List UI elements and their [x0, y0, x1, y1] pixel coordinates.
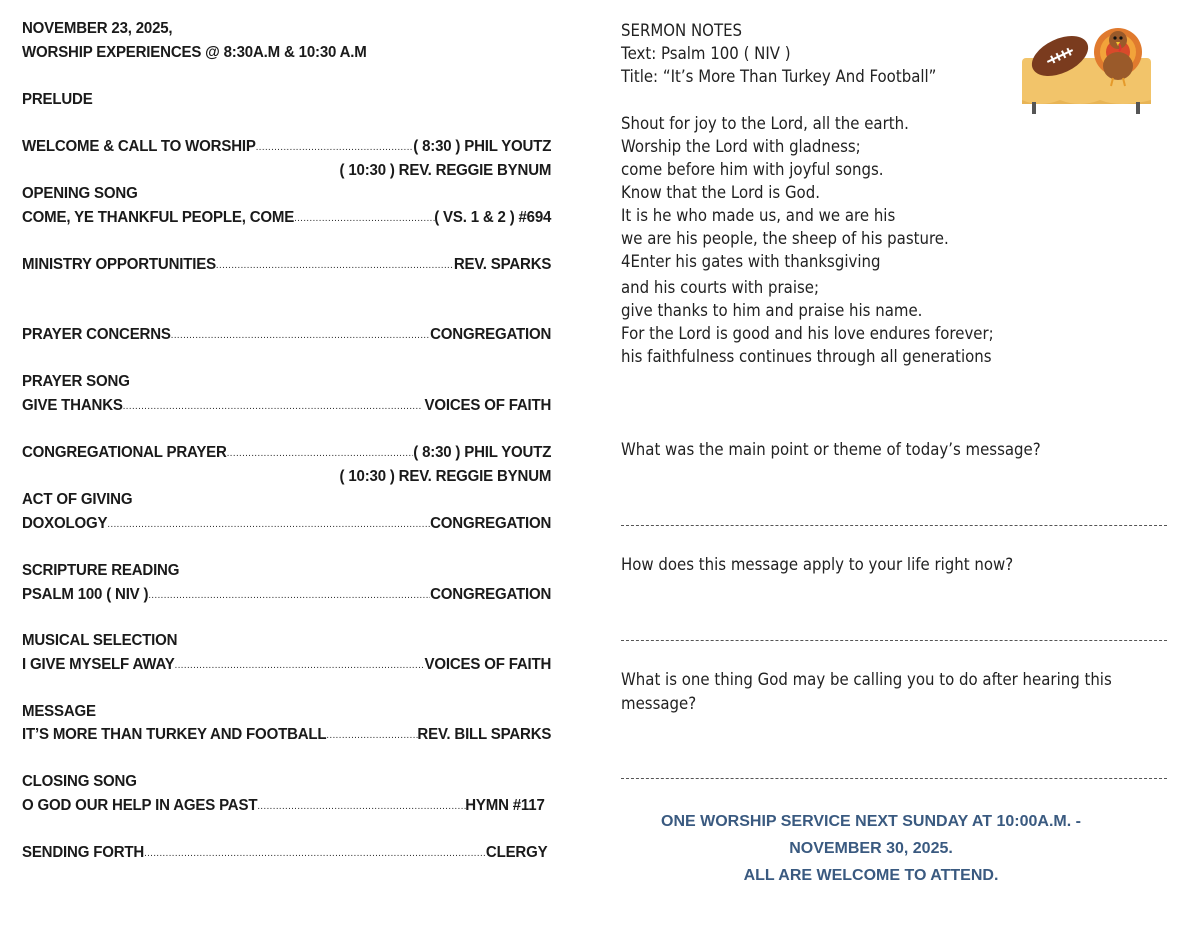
psalm-line: It is he who made us, and we are his [621, 206, 896, 226]
closing-song-row [22, 795, 545, 817]
sending-row [22, 842, 547, 864]
prayer-song-row [22, 395, 551, 417]
psalm-line: give thanks to him and praise his name. [621, 301, 923, 321]
message-heading: MESSAGE [22, 703, 96, 720]
congregational-prayer-row [22, 442, 551, 464]
congregational-prayer-leader-2: ( 10:30 ) REV. REGGIE BYNUM [339, 468, 552, 485]
sending-label: SENDING FORTH [22, 844, 145, 861]
leader-dots [175, 654, 425, 676]
psalm-line: we are his people, the sheep of his pasture. [621, 229, 949, 249]
closing-song-leader: HYMN #117 [465, 797, 545, 814]
leader-dots [171, 324, 430, 346]
welcome-label: WELCOME & CALL TO WORSHIP [22, 138, 256, 155]
congregational-prayer-leader-1: ( 8:30 ) PHIL YOUTZ [413, 444, 552, 461]
message-title: IT’S MORE THAN TURKEY AND FOOTBALL [22, 726, 327, 743]
turkey-football-clipart [1020, 18, 1155, 116]
welcome-leader-2: ( 10:30 ) REV. REGGIE BYNUM [339, 162, 552, 179]
psalm-line: Shout for joy to the Lord, all the earth. [621, 114, 909, 134]
ministry-leader: REV. SPARKS [453, 256, 552, 273]
prelude: PRELUDE [22, 91, 93, 108]
scripture-leader: CONGREGATION [430, 586, 552, 603]
service-times: WORSHIP EXPERIENCES @ 8:30A.M & 10:30 A.M [22, 44, 367, 61]
prayer-concerns-row [22, 324, 551, 346]
answer-line-2[interactable] [621, 640, 1167, 641]
sermon-text: Text: Psalm 100 ( NIV ) [621, 44, 791, 64]
question-1: What was the main point or theme of today’s message? [621, 440, 1041, 460]
psalm-line: come before him with joyful songs. [621, 160, 884, 180]
leader-dots [256, 136, 414, 158]
leader-dots [257, 795, 465, 817]
scripture-heading: SCRIPTURE READING [22, 562, 180, 579]
announcement-line-1: ONE WORSHIP SERVICE NEXT SUNDAY AT 10:00A.M. - [661, 813, 1081, 830]
prayer-concerns-leader: CONGREGATION [430, 326, 552, 343]
answer-line-1[interactable] [621, 525, 1167, 526]
giving-row [22, 513, 551, 535]
ministry-label: MINISTRY OPPORTUNITIES [22, 256, 216, 273]
scripture-row [22, 584, 551, 606]
welcome-row [22, 136, 551, 158]
leader-dots [148, 584, 430, 606]
ministry-row [22, 254, 551, 276]
leader-dots [216, 254, 454, 276]
psalm-line: For the Lord is good and his love endures forever; [621, 324, 994, 344]
giving-leader: CONGREGATION [430, 515, 552, 532]
welcome-leader-1: ( 8:30 ) PHIL YOUTZ [413, 138, 552, 155]
leader-dots [107, 513, 430, 535]
answer-line-3[interactable] [621, 778, 1167, 779]
sermon-heading: SERMON NOTES [621, 21, 743, 41]
giving-title: DOXOLOGY [22, 515, 108, 532]
musical-title: I GIVE MYSELF AWAY [22, 656, 175, 673]
announcement-line-2: NOVEMBER 30, 2025. [789, 840, 953, 857]
opening-song-title: COME, YE THANKFUL PEOPLE, COME [22, 209, 295, 226]
prayer-song-title: GIVE THANKS [22, 397, 123, 414]
psalm-line: Know that the Lord is God. [621, 183, 820, 203]
prayer-song-leader: VOICES OF FAITH [420, 397, 552, 414]
psalm-line: 4Enter his gates with thanksgiving [621, 252, 881, 272]
musical-heading: MUSICAL SELECTION [22, 632, 178, 649]
question-3: What is one thing God may be calling you to do after hearing this message? [621, 670, 1112, 714]
opening-song-heading: OPENING SONG [22, 185, 138, 202]
prayer-song-heading: PRAYER SONG [22, 373, 130, 390]
congregational-prayer-label: CONGREGATIONAL PRAYER [22, 444, 227, 461]
prayer-concerns-label: PRAYER CONCERNS [22, 326, 171, 343]
message-row [22, 724, 551, 746]
leader-dots [144, 842, 486, 864]
opening-song-detail: ( VS. 1 & 2 ) #694 [434, 209, 552, 226]
psalm-line: Worship the Lord with gladness; [621, 137, 861, 157]
musical-leader: VOICES OF FAITH [424, 656, 552, 673]
sermon-title: Title: “It’s More Than Turkey And Football” [621, 67, 937, 87]
announcement [621, 808, 1121, 889]
announcement-line-3: ALL ARE WELCOME TO ATTEND. [743, 867, 999, 884]
message-leader: REV. BILL SPARKS [417, 726, 552, 743]
opening-song-row [22, 207, 551, 229]
psalm-line: his faithfulness continues through all generations [621, 347, 992, 367]
giving-heading: ACT OF GIVING [22, 491, 133, 508]
sending-leader: CLERGY [485, 844, 548, 861]
musical-row [22, 654, 551, 676]
leader-dots [294, 207, 434, 229]
leader-dots [123, 395, 421, 417]
closing-song-title: O GOD OUR HELP IN AGES PAST [22, 797, 258, 814]
leader-dots [326, 724, 417, 746]
service-date: NOVEMBER 23, 2025, [22, 20, 173, 37]
leader-dots [227, 442, 414, 464]
psalm-line: and his courts with praise; [621, 278, 820, 298]
scripture-title: PSALM 100 ( NIV ) [22, 586, 149, 603]
question-2: How does this message apply to your life right now? [621, 555, 1014, 575]
closing-song-heading: CLOSING SONG [22, 773, 137, 790]
